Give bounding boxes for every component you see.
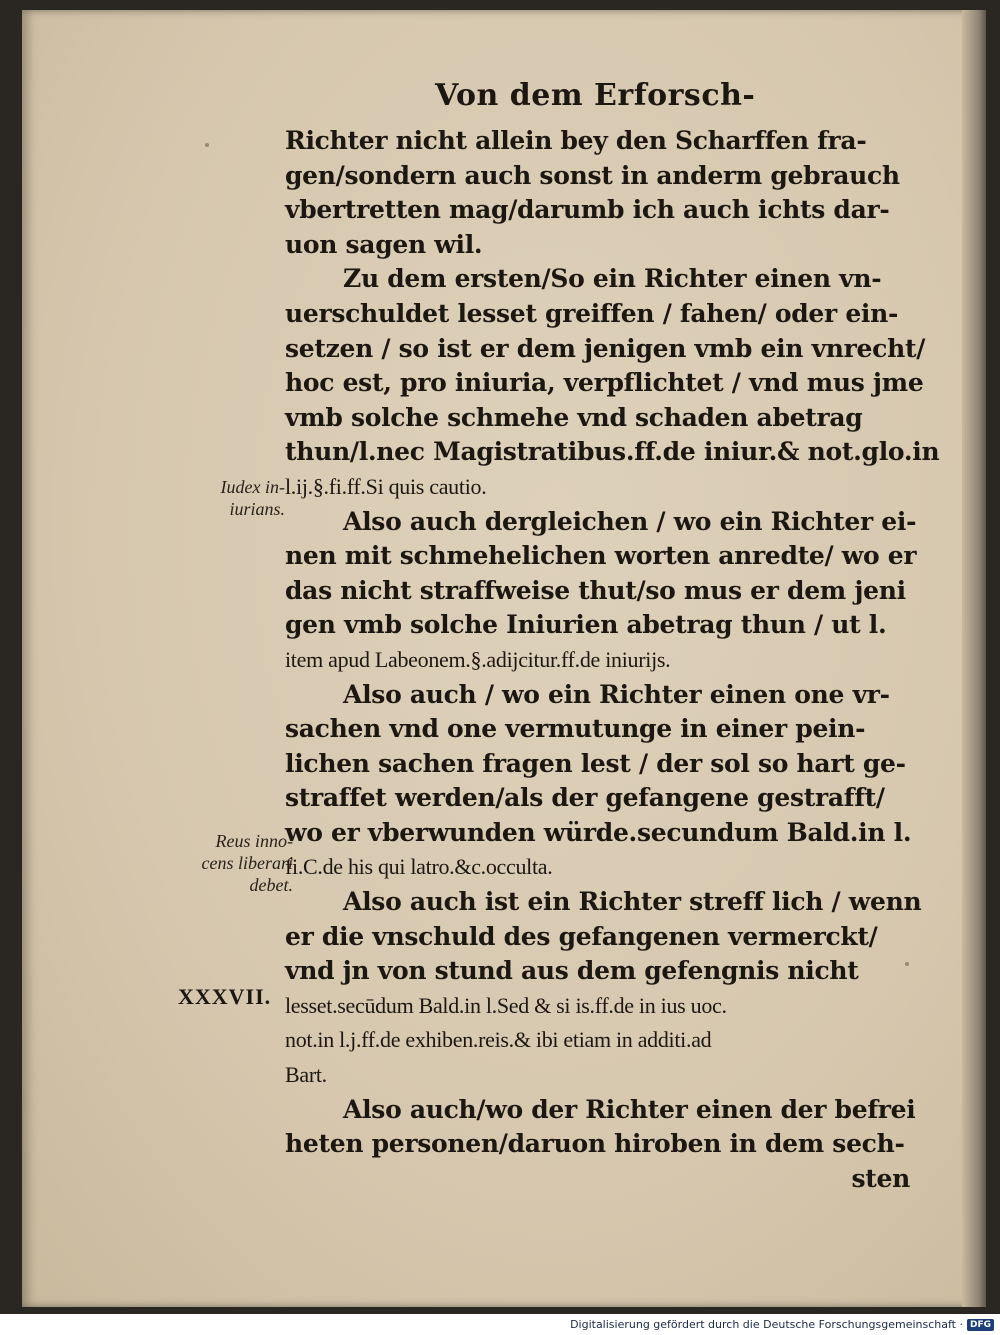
section-number: XXXVII. bbox=[178, 984, 272, 1009]
text-line: sachen vnd one vermutunge in einer pein- bbox=[285, 714, 866, 744]
margin-note-reus bbox=[160, 830, 293, 896]
footer-text: Digitalisierung gefördert durch die Deutsche Forschungsgemeinschaft · bbox=[570, 1318, 963, 1331]
text-line: lichen sachen fragen lest / der sol so hart ge- bbox=[285, 748, 906, 778]
text-line: straffet werden/als der gefangene gestrafft/ bbox=[285, 783, 885, 813]
text-line: vbertretten mag/darumb ich auch ichts dar- bbox=[285, 195, 890, 225]
text-line: Bart. bbox=[285, 1062, 327, 1088]
text-line: uerschuldet lesset greiffen / fahen/ oder ein- bbox=[285, 298, 899, 328]
margin-note-line: Reus inno- bbox=[215, 831, 293, 851]
text-line: Also auch / wo ein Richter einen one vr- bbox=[343, 679, 890, 709]
text-line: thun/l.nec Magistratibus.ff.de iniur.& not.glo.in bbox=[285, 437, 940, 467]
page-gutter bbox=[962, 10, 986, 1307]
margin-note-line: Iudex in- bbox=[220, 477, 285, 497]
margin-note-line: iurians. bbox=[229, 499, 285, 519]
text-line: gen/sondern auch sonst in anderm gebrauch bbox=[285, 160, 900, 190]
text-line: Also auch dergleichen / wo ein Richter ei- bbox=[343, 506, 917, 536]
text-line: wo er vberwunden würde.secundum Bald.in l. bbox=[285, 817, 912, 847]
body-text bbox=[285, 124, 940, 1196]
text-line: not.in l.j.ff.de exhiben.reis.& ibi etiam in additi.ad bbox=[285, 1027, 712, 1053]
text-line: er die vnschuld des gefangenen vermerckt/ bbox=[285, 921, 878, 951]
text-line: das nicht straffweise thut/so mus er dem jeni bbox=[285, 575, 906, 605]
text-line: Richter nicht allein bey den Scharffen fra- bbox=[285, 126, 867, 155]
text-line: nen mit schmehelichen worten anredte/ wo er bbox=[285, 541, 917, 571]
text-line: item apud Labeonem.§.adijcitur.ff.de iniurijs. bbox=[285, 646, 671, 672]
page-speck bbox=[205, 143, 209, 147]
margin-note-line: debet. bbox=[249, 875, 293, 895]
margin-note-line: cens liberari bbox=[201, 853, 293, 873]
text-line: gen vmb solche Iniurien abetrag thun / ut l. bbox=[285, 610, 887, 640]
text-line: fi.C.de his qui latro.&c.occulta. bbox=[285, 854, 553, 880]
running-header: Von dem Erforsch- bbox=[435, 78, 756, 113]
footer-credit bbox=[570, 1318, 994, 1331]
text-line: Also auch ist ein Richter streff lich / wenn bbox=[343, 887, 922, 917]
text-line: vnd jn von stund aus dem gefengnis nicht bbox=[285, 956, 859, 986]
text-line: uon sagen wil. bbox=[285, 229, 483, 259]
text-line: hoc est, pro iniuria, verpflichtet / vnd mus jme bbox=[285, 368, 924, 398]
dfg-logo: DFG bbox=[967, 1319, 994, 1331]
text-line: Also auch/wo der Richter einen der befrei bbox=[343, 1094, 916, 1124]
text-line: l.ij.§.fi.ff.Si quis cautio. bbox=[285, 473, 487, 499]
text-line: setzen / so ist er dem jenigen vmb ein vnrecht/ bbox=[285, 333, 926, 363]
text-line: heten personen/daruon hiroben in dem sech- bbox=[285, 1129, 905, 1159]
text-line: sten bbox=[851, 1163, 910, 1193]
text-line: vmb solche schmehe vnd schaden abetrag bbox=[285, 402, 863, 432]
text-line: Zu dem ersten/So ein Richter einen vn- bbox=[343, 264, 882, 294]
margin-note-iudex bbox=[180, 476, 285, 520]
text-line: lesset.secūdum Bald.in l.Sed & si is.ff.de in ius uoc. bbox=[285, 992, 727, 1018]
